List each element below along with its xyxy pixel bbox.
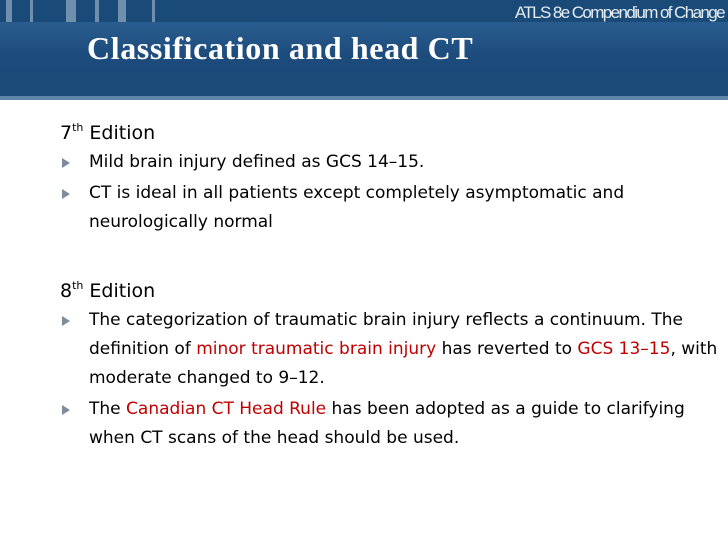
edition-8-bullet-1 [60,306,720,393]
bullet-icon [62,158,70,168]
highlight-minor-tbi: minor traumatic brain injury [196,339,437,359]
edition-8-bullet-1-text-2: has reverted to [436,339,578,359]
edition-8-bullet-1-text-3: , with moderate changed to 9–12. [89,339,718,388]
edition-8-suffix: th [72,278,84,292]
edition-7-number: 7 [60,122,73,144]
edition-8-bullet-2-text-2: has been adopted as a guide to clarifying when CT scans of the head should be used. [89,399,685,448]
edition-8-bullet-2 [60,395,720,453]
banner-text: ATLS 8e Compendium of Change [514,3,724,22]
slide-content [60,118,720,455]
edition-8-label: Edition [83,280,156,302]
edition-8-bullet-2-text-1: The [89,399,127,419]
bullet-icon [62,189,70,199]
edition-7-suffix: th [72,120,84,134]
highlight-canadian-ct-head-rule: Canadian CT Head Rule [126,399,327,419]
edition-7-bullet-2-text: CT is ideal in all patients except completely asymptomatic and neurologically normal [89,183,625,232]
edition-8-bullet-1-text-1: The categorization of traumatic brain injury reflects a continuum. The definition of [89,310,683,359]
edition-7-label: Edition [83,122,156,144]
edition-7-bullet-2 [60,179,720,237]
bullet-icon [62,405,70,415]
edition-7-bullet-1 [60,148,720,177]
edition-8-number: 8 [60,280,73,302]
bullet-icon [62,316,70,326]
highlight-gcs-range: GCS 13–15 [577,339,671,359]
edition-7-bullet-1-text: Mild brain injury defined as GCS 14–15. [89,152,425,172]
slide-title: Classification and head CT [87,30,474,66]
edition-7-heading [60,118,720,148]
edition-8-heading [60,276,720,306]
slide-header [0,0,728,96]
header-divider [0,96,728,100]
